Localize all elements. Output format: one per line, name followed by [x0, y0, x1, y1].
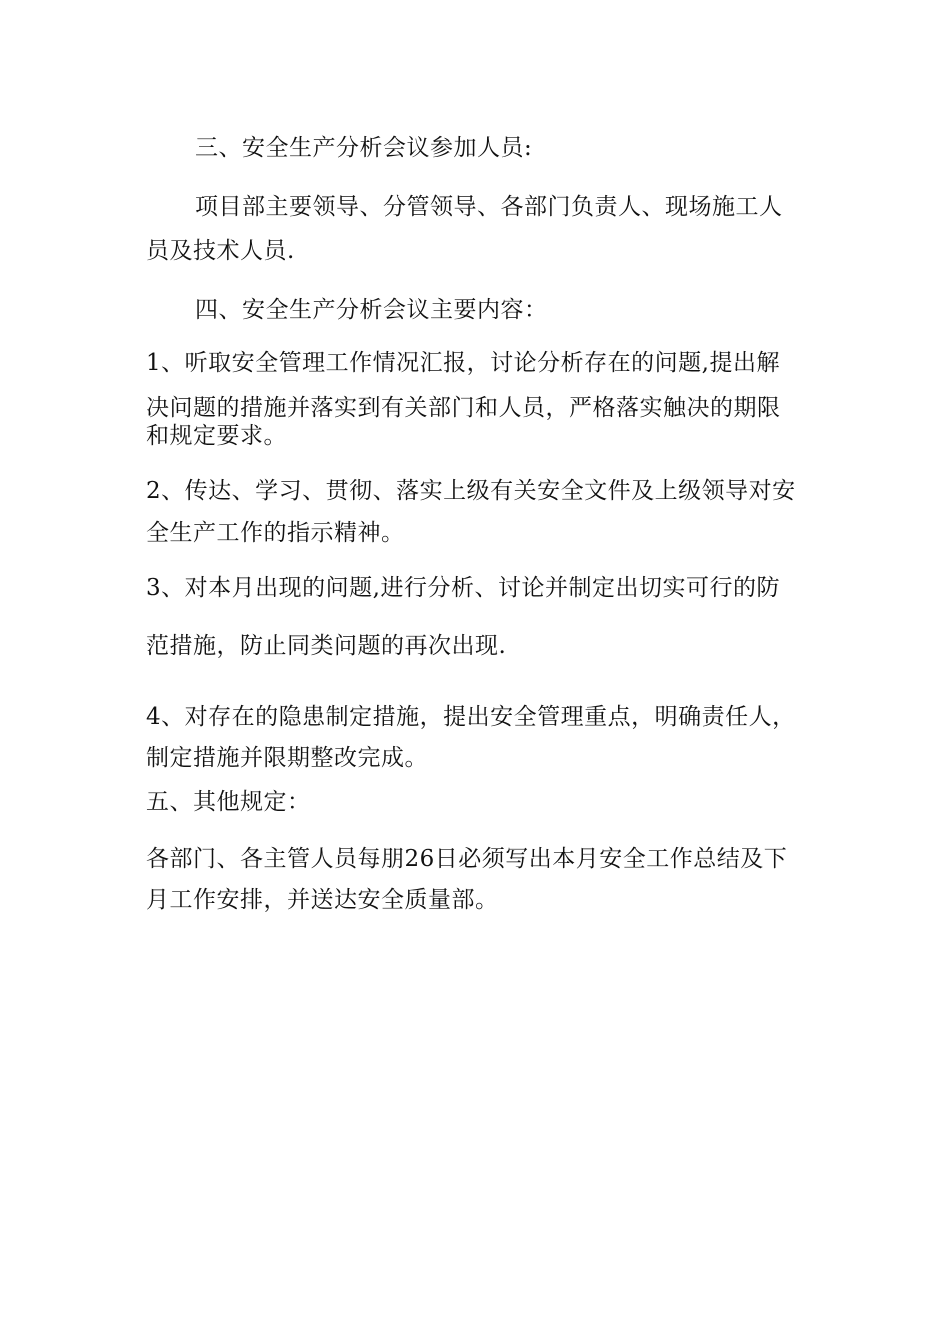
item-1-line-3: 和规定要求。	[146, 423, 287, 449]
section-heading-contents: 四、安全生产分析会议主要内容：	[195, 297, 548, 323]
item-3-line-2: 范措施，防止同类问题的再次出现.	[146, 633, 507, 659]
other-rules-line-1: 各部门、各主管人员每朋26日必须写出本月安全工作总结及下	[146, 846, 788, 872]
section-heading-attendees: 三、安全生产分析会议参加人员:	[195, 135, 533, 161]
item-4-line-2: 制定措施并限期整改完成。	[146, 745, 428, 771]
item-2-line-1: 2、传达、学习、贯彻、落实上级有关安全文件及上级领导对安	[146, 478, 796, 504]
other-rules-line-2: 月工作安排，并送达安全质量部。	[146, 887, 499, 913]
item-1-line-1: 1、听取安全管理工作情况汇报，讨论分析存在的问题,提出解	[146, 350, 780, 376]
section-heading-other-rules: 五、其他规定：	[146, 789, 311, 815]
attendees-text-line-1: 项目部主要领导、分管领导、各部门负责人、现场施工人	[195, 194, 783, 220]
item-4-line-1: 4、对存在的隐患制定措施，提出安全管理重点，明确责任人，	[146, 704, 796, 730]
item-3-line-1: 3、对本月出现的问题,进行分析、讨论并制定出切实可行的防	[146, 575, 780, 601]
item-2-line-2: 全生产工作的指示精神。	[146, 520, 405, 546]
attendees-text-line-2: 员及技术人员.	[146, 238, 295, 264]
item-1-line-2: 决问题的措施并落实到有关部门和人员，严格落实触决的期限	[146, 395, 781, 421]
